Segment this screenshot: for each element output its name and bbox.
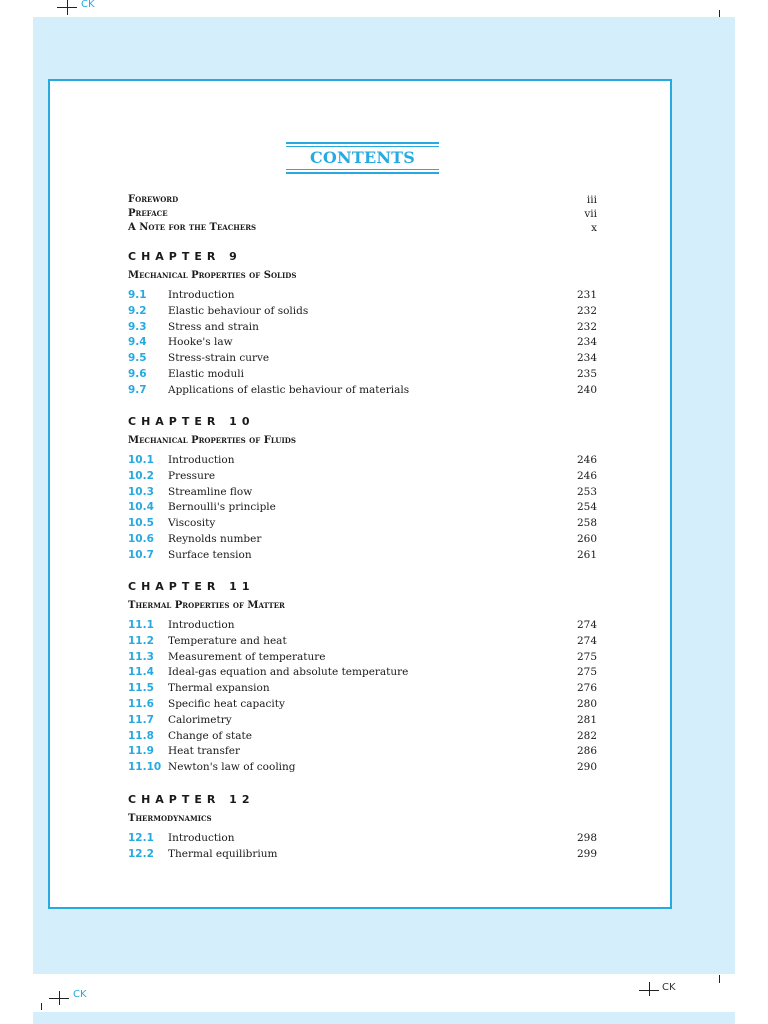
toc-entry[interactable] bbox=[128, 744, 597, 760]
toc-entry[interactable] bbox=[128, 713, 597, 729]
entry-page: x bbox=[591, 222, 597, 234]
section-title: Viscosity bbox=[168, 517, 216, 530]
section-title: Introduction bbox=[168, 454, 235, 466]
toc-entry[interactable] bbox=[128, 320, 597, 336]
section-title: Elastic behaviour of solids bbox=[168, 304, 309, 317]
toc-entry[interactable] bbox=[128, 760, 597, 776]
section-number: 11.8 bbox=[128, 729, 154, 742]
section-title: Introduction bbox=[168, 832, 235, 844]
entry-title: Foreword bbox=[128, 194, 179, 205]
section-page: 234 bbox=[576, 336, 597, 349]
chapter-label: CHAPTER 9 bbox=[128, 250, 242, 263]
section-page: 254 bbox=[576, 501, 597, 514]
section-page: 275 bbox=[576, 666, 597, 679]
section-page: 274 bbox=[576, 619, 597, 631]
heading-rule-bottom bbox=[286, 172, 439, 174]
section-page: 280 bbox=[576, 697, 597, 710]
toc-entry[interactable] bbox=[128, 634, 597, 650]
section-number: 12.1 bbox=[128, 832, 154, 844]
toc-entry[interactable] bbox=[128, 469, 597, 485]
section-page: 234 bbox=[576, 352, 597, 365]
toc-entry[interactable] bbox=[128, 288, 597, 304]
section-title: Measurement of temperature bbox=[168, 650, 326, 663]
section-title: Ideal-gas equation and absolute temperature bbox=[168, 666, 409, 679]
chapter-name: Mechanical Properties of Solids bbox=[128, 270, 297, 281]
toc-entry[interactable] bbox=[128, 367, 597, 383]
section-number: 9.3 bbox=[128, 320, 147, 333]
section-title: Heat transfer bbox=[168, 745, 240, 758]
toc-entry[interactable] bbox=[128, 548, 597, 564]
section-number: 9.1 bbox=[128, 289, 147, 301]
toc-entry[interactable] bbox=[128, 485, 597, 501]
contents-heading bbox=[286, 142, 439, 174]
section-number: 11.7 bbox=[128, 713, 154, 726]
section-number: 11.2 bbox=[128, 634, 154, 647]
section-title: Specific heat capacity bbox=[168, 697, 285, 710]
section-number: 11.6 bbox=[128, 697, 154, 710]
section-page: 258 bbox=[576, 517, 597, 530]
front-matter-entry[interactable] bbox=[128, 207, 597, 221]
toc-entry[interactable] bbox=[128, 665, 597, 681]
heading-rule-bottom-thin bbox=[286, 169, 439, 170]
section-number: 10.5 bbox=[128, 517, 154, 530]
section-number: 10.6 bbox=[128, 532, 154, 545]
page-background-next bbox=[33, 1012, 735, 1024]
toc-entry[interactable] bbox=[128, 351, 597, 367]
section-page: 240 bbox=[576, 383, 597, 396]
section-number: 11.10 bbox=[128, 761, 162, 774]
chapter-11 bbox=[128, 580, 597, 776]
trim-tick-bottom-left bbox=[41, 1003, 42, 1010]
section-title: Thermal expansion bbox=[168, 682, 270, 695]
chapter-12 bbox=[128, 793, 597, 863]
toc-entry[interactable] bbox=[128, 847, 597, 863]
toc-entry[interactable] bbox=[128, 532, 597, 548]
section-number: 11.4 bbox=[128, 666, 154, 679]
toc-entry[interactable] bbox=[128, 831, 597, 847]
toc-entry[interactable] bbox=[128, 681, 597, 697]
registration-mark-bottom-right: CK bbox=[662, 982, 676, 993]
toc-entry[interactable] bbox=[128, 453, 597, 469]
entry-title: Preface bbox=[128, 208, 168, 219]
section-number: 9.2 bbox=[128, 304, 147, 317]
section-page: 274 bbox=[576, 634, 597, 647]
section-page: 232 bbox=[576, 304, 597, 317]
section-title: Stress-strain curve bbox=[168, 352, 270, 365]
chapter-label: CHAPTER 12 bbox=[128, 793, 255, 806]
section-page: 275 bbox=[576, 650, 597, 663]
section-number: 11.1 bbox=[128, 619, 154, 631]
front-matter bbox=[128, 193, 597, 235]
section-title: Pressure bbox=[168, 469, 216, 482]
section-page: 246 bbox=[576, 454, 597, 466]
section-page: 276 bbox=[576, 682, 597, 695]
toc-entry[interactable] bbox=[128, 516, 597, 532]
toc-entry[interactable] bbox=[128, 335, 597, 351]
toc-entry[interactable] bbox=[128, 383, 597, 399]
section-page: 298 bbox=[576, 832, 597, 844]
chapter-name: Mechanical Properties of Fluids bbox=[128, 435, 296, 446]
section-title: Temperature and heat bbox=[168, 634, 287, 647]
chapter-9 bbox=[128, 250, 597, 399]
section-title: Elastic moduli bbox=[168, 367, 244, 380]
section-page: 253 bbox=[576, 485, 597, 498]
section-title: Reynolds number bbox=[168, 532, 262, 545]
section-page: 282 bbox=[576, 729, 597, 742]
crop-mark-vertical bbox=[67, 0, 68, 15]
chapter-name: Thermal Properties of Matter bbox=[128, 600, 285, 611]
section-number: 10.2 bbox=[128, 469, 154, 482]
section-number: 11.9 bbox=[128, 745, 154, 758]
section-title: Bernoulli's principle bbox=[168, 501, 276, 514]
front-matter-entry[interactable] bbox=[128, 221, 597, 235]
section-page: 231 bbox=[576, 289, 597, 301]
section-page: 261 bbox=[576, 548, 597, 561]
section-title: Calorimetry bbox=[168, 713, 232, 726]
entry-page: iii bbox=[586, 194, 597, 206]
section-title: Hooke's law bbox=[168, 336, 233, 349]
section-title: Surface tension bbox=[168, 548, 252, 561]
page-title: CONTENTS bbox=[309, 148, 416, 167]
section-number: 11.3 bbox=[128, 650, 154, 663]
trim-tick-bottom-right bbox=[719, 975, 720, 983]
front-matter-entry[interactable] bbox=[128, 193, 597, 207]
section-title: Stress and strain bbox=[168, 320, 259, 333]
toc-entry[interactable] bbox=[128, 697, 597, 713]
chapter-label: CHAPTER 11 bbox=[128, 580, 255, 593]
section-number: 10.7 bbox=[128, 548, 154, 561]
section-page: 232 bbox=[576, 320, 597, 333]
toc-entry[interactable] bbox=[128, 650, 597, 666]
section-page: 299 bbox=[576, 847, 597, 860]
section-page: 235 bbox=[576, 367, 597, 380]
section-title: Thermal equilibrium bbox=[168, 847, 278, 860]
section-number: 9.7 bbox=[128, 383, 147, 396]
crop-mark-bottom-right-vertical bbox=[649, 982, 650, 996]
entry-title: A Note for the Teachers bbox=[128, 222, 257, 233]
chapter-label: CHAPTER 10 bbox=[128, 415, 255, 428]
registration-mark-bottom-left: CK bbox=[73, 989, 87, 1000]
section-title: Introduction bbox=[168, 289, 235, 301]
section-page: 290 bbox=[576, 761, 597, 774]
section-number: 9.4 bbox=[128, 336, 147, 349]
toc-entry[interactable] bbox=[128, 304, 597, 320]
registration-mark-top-text: CK bbox=[81, 0, 95, 10]
entry-page: vii bbox=[584, 208, 597, 220]
section-title: Newton's law of cooling bbox=[168, 761, 296, 774]
section-page: 286 bbox=[576, 745, 597, 758]
section-title: Streamline flow bbox=[168, 485, 253, 498]
section-number: 9.6 bbox=[128, 367, 147, 380]
section-page: 246 bbox=[576, 469, 597, 482]
toc-entry[interactable] bbox=[128, 618, 597, 634]
section-number: 10.1 bbox=[128, 454, 154, 466]
crop-mark-bottom-vertical bbox=[59, 991, 60, 1005]
chapter-name: Thermodynamics bbox=[128, 813, 212, 824]
section-title: Applications of elastic behaviour of materials bbox=[168, 383, 410, 396]
chapter-10 bbox=[128, 415, 597, 564]
contents-panel bbox=[48, 79, 672, 909]
section-title: Introduction bbox=[168, 619, 235, 631]
toc-entry[interactable] bbox=[128, 729, 597, 745]
section-number: 12.2 bbox=[128, 847, 154, 860]
section-number: 11.5 bbox=[128, 682, 154, 695]
registration-mark-top bbox=[81, 0, 95, 10]
toc-entry[interactable] bbox=[128, 500, 597, 516]
section-page: 281 bbox=[576, 713, 597, 726]
heading-rule-top bbox=[286, 142, 439, 144]
section-title: Change of state bbox=[168, 729, 252, 742]
section-number: 10.3 bbox=[128, 485, 154, 498]
section-number: 9.5 bbox=[128, 352, 147, 365]
section-page: 260 bbox=[576, 532, 597, 545]
section-number: 10.4 bbox=[128, 501, 154, 514]
